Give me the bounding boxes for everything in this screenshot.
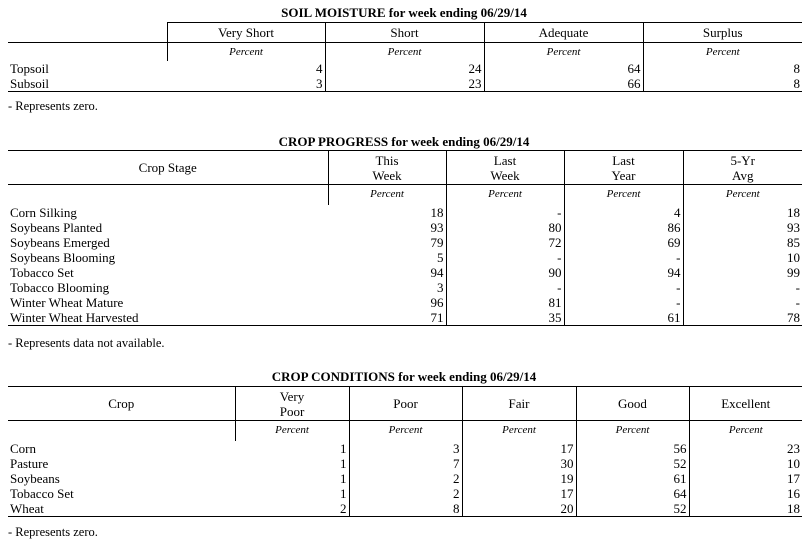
cell-value: 3 bbox=[349, 441, 462, 456]
cell-value: 96 bbox=[328, 295, 446, 310]
col-line: 5-Yr bbox=[730, 152, 756, 168]
crop-conditions-title: CROP CONDITIONS for week ending 06/29/14 bbox=[271, 369, 537, 384]
row-label: Soybeans Blooming bbox=[10, 249, 116, 265]
row-label: Pasture bbox=[10, 455, 49, 471]
cell-value: - bbox=[795, 279, 800, 295]
table-row bbox=[8, 501, 802, 517]
unit-label: Percent bbox=[349, 421, 462, 441]
cell-value: 8 bbox=[349, 501, 462, 517]
cell-value: - bbox=[795, 294, 800, 310]
table-row: Subsoil 3 23 66 8 bbox=[10, 76, 800, 91]
unit-label: Percent bbox=[564, 185, 683, 205]
cell-value: 17 bbox=[787, 470, 800, 486]
table-row bbox=[8, 486, 802, 501]
col-line: Poor bbox=[279, 403, 305, 419]
cell-value: 72 bbox=[446, 235, 564, 250]
soil-col-0: Very Short bbox=[167, 23, 325, 43]
cell-value: 52 bbox=[576, 501, 689, 517]
table-row bbox=[8, 220, 802, 235]
cell-value: 1 bbox=[235, 471, 349, 486]
cell-value: 18 bbox=[328, 205, 446, 220]
cell-value: 20 bbox=[462, 501, 576, 517]
cell-value: - bbox=[564, 250, 683, 265]
cell-value: 69 bbox=[564, 235, 683, 250]
cell-value: 2 bbox=[349, 471, 462, 486]
cell-value: 99 bbox=[787, 264, 800, 280]
row-label: Wheat bbox=[8, 501, 235, 517]
cell-value: 5 bbox=[328, 250, 446, 265]
cell-value: 10 bbox=[787, 455, 800, 471]
soil-col-1: Short bbox=[325, 23, 484, 43]
table-row bbox=[8, 250, 802, 265]
row-label: Winter Wheat Harvested bbox=[8, 310, 328, 326]
row-label: Tobacco Set bbox=[10, 485, 74, 501]
cell-value: 80 bbox=[446, 220, 564, 235]
col-line: Week bbox=[490, 167, 520, 183]
unit-label: Percent bbox=[725, 188, 760, 201]
col-line: Year bbox=[611, 167, 636, 183]
conditions-note: - Represents zero. bbox=[8, 525, 98, 539]
crop-stage-header: Crop Stage bbox=[8, 151, 328, 185]
cell-value: 86 bbox=[564, 220, 683, 235]
soil-col-2: Adequate bbox=[484, 23, 643, 43]
unit-label: Percent bbox=[235, 421, 349, 441]
crop-progress-table bbox=[8, 150, 802, 326]
cond-col: Poor bbox=[349, 387, 462, 421]
cell-value: 61 bbox=[564, 310, 683, 326]
cell-value: 93 bbox=[328, 220, 446, 235]
cell-value: 18 bbox=[689, 501, 802, 517]
cond-col: Fair bbox=[462, 387, 576, 421]
col-line: Very bbox=[279, 388, 305, 404]
row-label: Soybeans Planted bbox=[10, 219, 103, 235]
crop-progress-title: CROP PROGRESS for week ending 06/29/14 bbox=[278, 134, 530, 149]
cell-value: 10 bbox=[787, 249, 800, 265]
row-label: Tobacco Set bbox=[10, 264, 74, 280]
cell-value: 85 bbox=[787, 234, 800, 250]
col-line: Avg bbox=[732, 167, 754, 183]
cell-value: 30 bbox=[462, 456, 576, 471]
cond-col: Excellent bbox=[689, 387, 802, 421]
cell-value: 93 bbox=[787, 219, 800, 235]
cell-value: 61 bbox=[576, 471, 689, 486]
row-label: Soybeans bbox=[10, 470, 60, 486]
cell-value: 71 bbox=[328, 310, 446, 326]
unit-label: Percent bbox=[328, 185, 446, 205]
cell-value: - bbox=[564, 280, 683, 295]
cell-value: 78 bbox=[683, 310, 802, 326]
unit-label: Percent bbox=[446, 185, 564, 205]
cell-value: 18 bbox=[787, 204, 800, 220]
cell-value: 17 bbox=[462, 441, 576, 456]
crop-header: Crop bbox=[8, 387, 235, 421]
cell-value: 4 bbox=[564, 205, 683, 220]
col-line: This bbox=[375, 152, 399, 168]
cell-value: 3 bbox=[328, 280, 446, 295]
soil-moisture-title: SOIL MOISTURE for week ending 06/29/14 bbox=[281, 5, 527, 20]
cell-value: - bbox=[446, 205, 564, 220]
cell-value: - bbox=[446, 280, 564, 295]
cell-value: 1 bbox=[235, 486, 349, 501]
cell-value: 35 bbox=[446, 310, 564, 326]
table-row bbox=[8, 205, 802, 220]
table-row: Topsoil 4 24 64 8 bbox=[10, 61, 800, 76]
cell-value: - bbox=[446, 250, 564, 265]
table-row bbox=[8, 471, 802, 486]
row-label: Corn bbox=[10, 440, 36, 456]
soil-col-3: Surplus bbox=[643, 23, 802, 43]
soil-note: - Represents zero. bbox=[8, 99, 98, 113]
cell-value: 94 bbox=[328, 265, 446, 280]
row-label: Corn Silking bbox=[10, 204, 77, 220]
cell-value: 1 bbox=[235, 441, 349, 456]
unit-label: Percent bbox=[462, 421, 576, 441]
unit-label: Percent bbox=[484, 43, 643, 62]
unit-label: Percent bbox=[325, 43, 484, 62]
cell-value: 90 bbox=[446, 265, 564, 280]
cell-value: 94 bbox=[564, 265, 683, 280]
cell-value: 52 bbox=[576, 456, 689, 471]
unit-label: Percent bbox=[576, 421, 689, 441]
cell-value: 81 bbox=[446, 295, 564, 310]
table-row bbox=[8, 235, 802, 250]
cell-value: 2 bbox=[349, 486, 462, 501]
unit-label: Percent bbox=[728, 424, 763, 437]
soil-moisture-table bbox=[8, 22, 802, 92]
col-line: Last bbox=[493, 152, 517, 168]
crop-conditions-table bbox=[8, 386, 802, 517]
col-line: Last bbox=[612, 152, 635, 168]
cell-value: - bbox=[564, 295, 683, 310]
row-label: Winter Wheat Mature bbox=[10, 294, 124, 310]
table-row bbox=[8, 295, 802, 310]
row-label: Soybeans Emerged bbox=[10, 234, 110, 250]
cell-value: 23 bbox=[787, 440, 800, 456]
cell-value: 56 bbox=[576, 441, 689, 456]
table-row bbox=[8, 280, 802, 295]
table-row bbox=[8, 441, 802, 456]
row-label: Tobacco Blooming bbox=[10, 279, 110, 295]
table-row bbox=[8, 265, 802, 280]
unit-label: Percent bbox=[167, 43, 325, 62]
cell-value: 7 bbox=[349, 456, 462, 471]
cell-value: 79 bbox=[328, 235, 446, 250]
progress-note: - Represents data not available. bbox=[8, 336, 165, 350]
unit-label: Percent bbox=[705, 45, 740, 58]
col-line: Week bbox=[372, 167, 402, 183]
cell-value: 17 bbox=[462, 486, 576, 501]
cell-value: 64 bbox=[576, 486, 689, 501]
cell-value: 19 bbox=[462, 471, 576, 486]
table-row bbox=[8, 310, 802, 326]
cell-value: 1 bbox=[235, 456, 349, 471]
cell-value: 16 bbox=[787, 485, 800, 501]
table-row bbox=[8, 456, 802, 471]
cond-col: Good bbox=[576, 387, 689, 421]
cell-value: 2 bbox=[235, 501, 349, 517]
